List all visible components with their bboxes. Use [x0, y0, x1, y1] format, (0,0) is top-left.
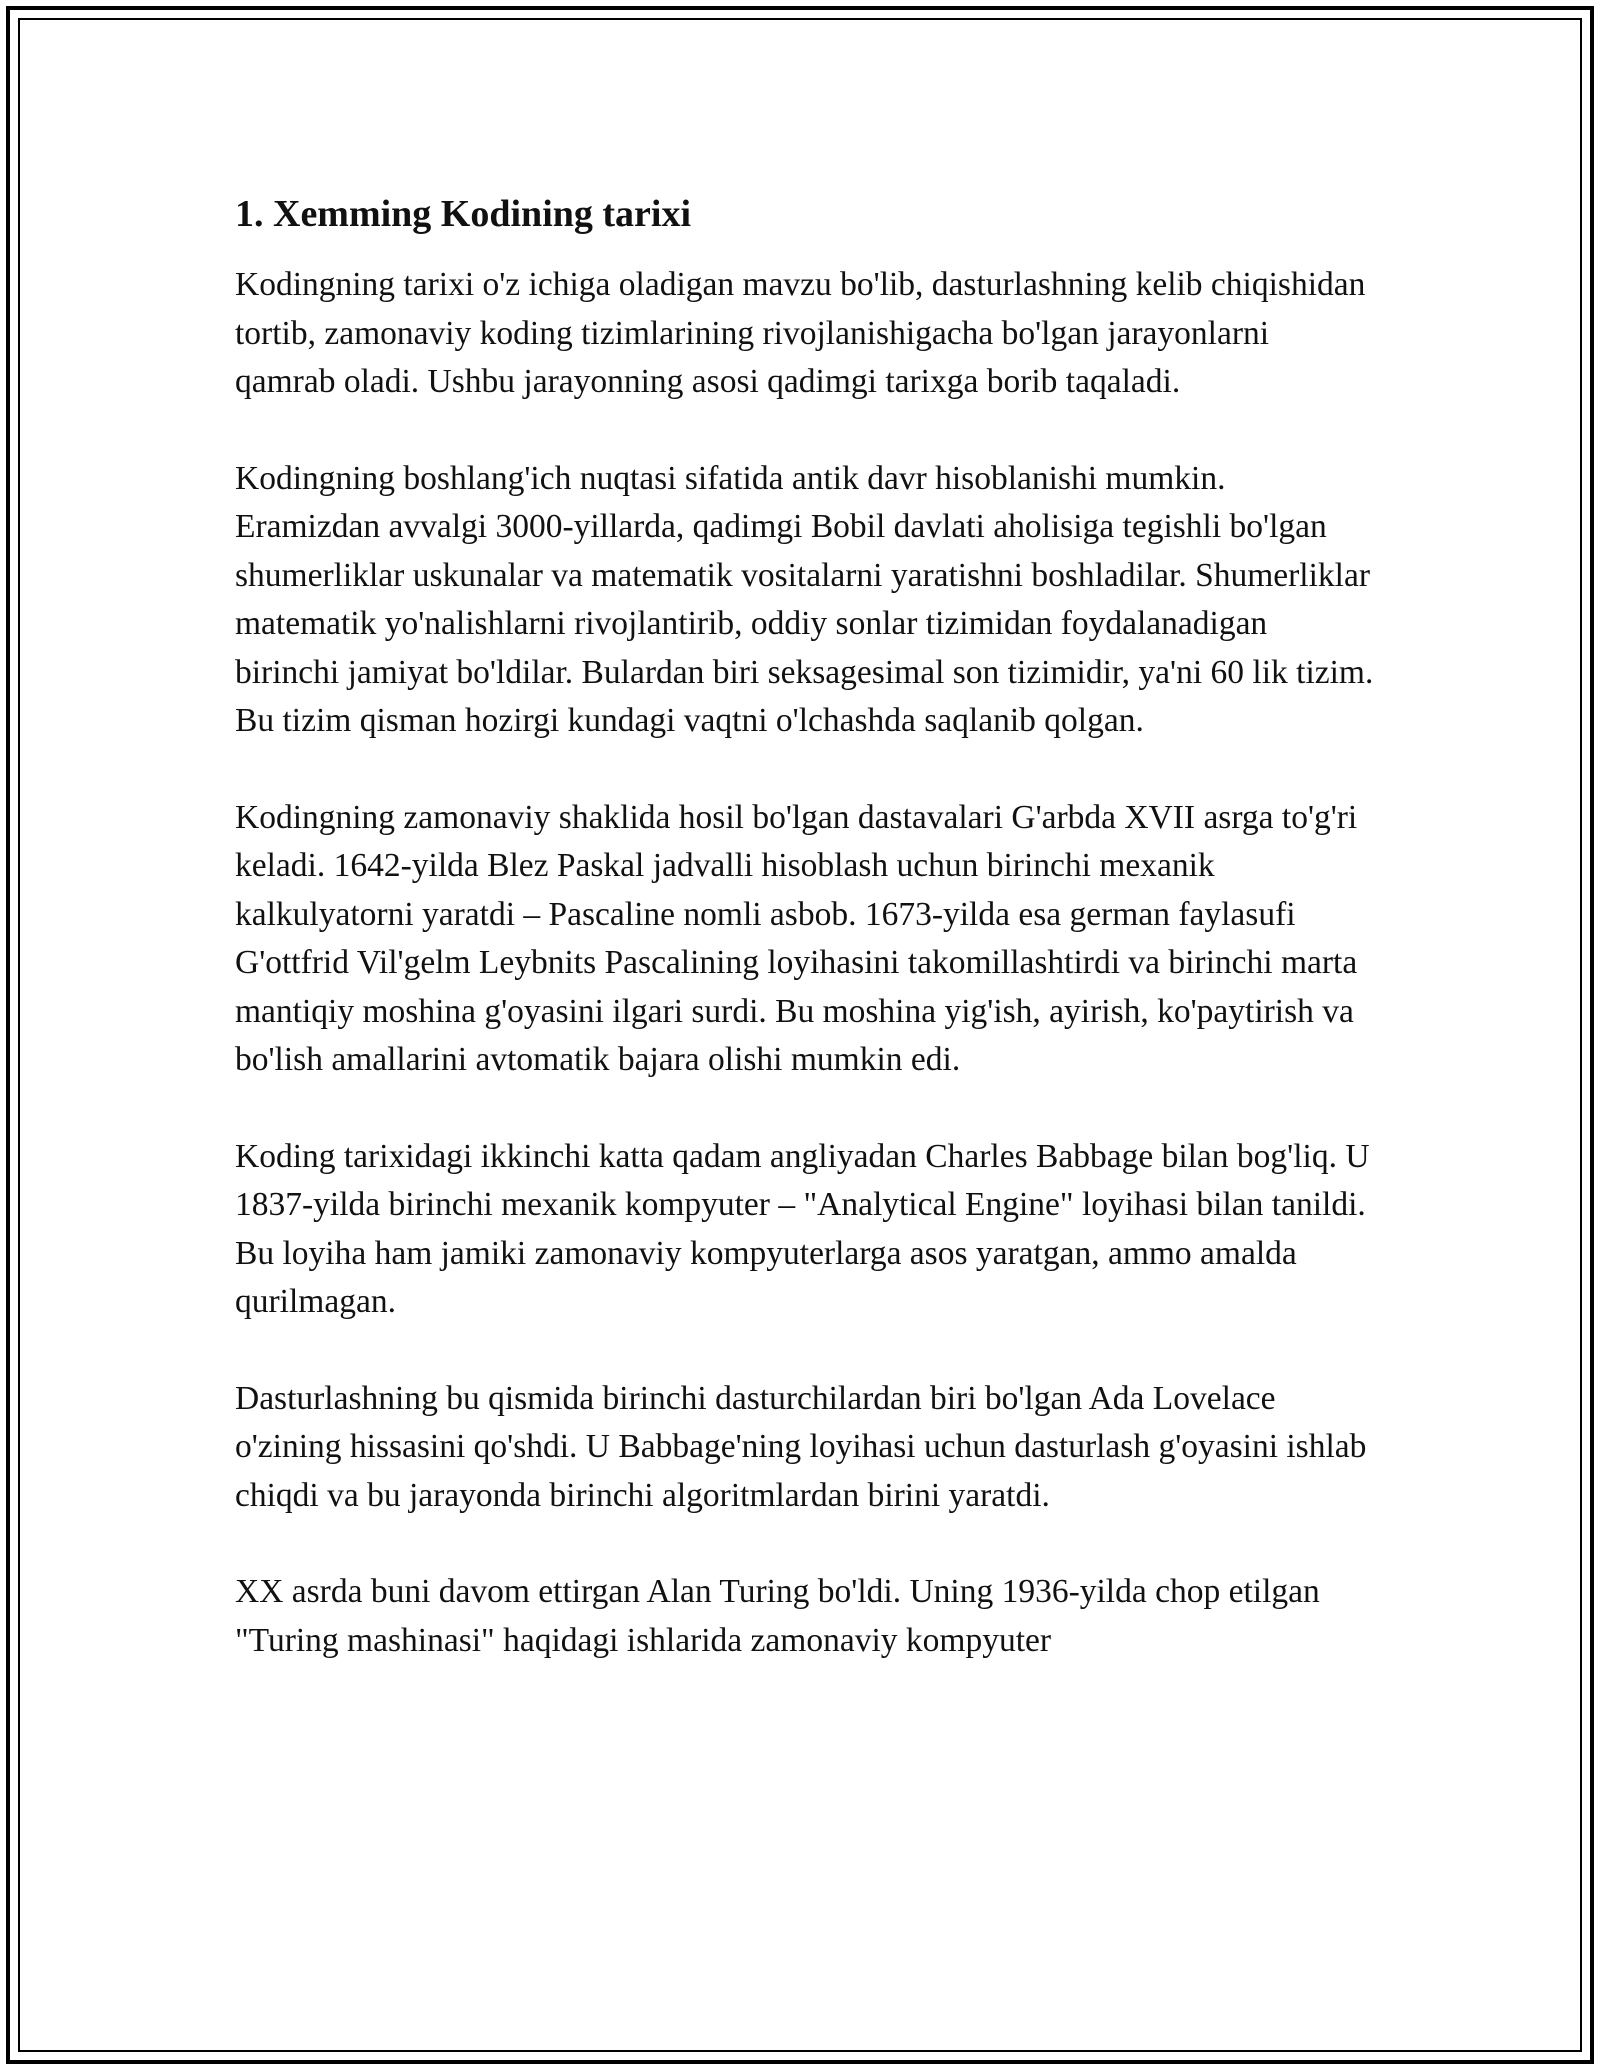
- paragraph-4: Koding tarixidagi ikkinchi katta qadam angliyadan Charles Babbage bilan bog'liq. U 1837-yilda birinchi mexanik kompyuter – "Analytical Engine" loyihasi bilan tanildi. Bu loyiha ham jamiki zamonaviy kompyuterlarga asos yaratgan, ammo amalda qurilmagan.: [235, 1137, 1370, 1321]
- document-body: [235, 178, 1375, 1713]
- paragraph-1: Kodingning tarixi o'z ichiga oladigan mavzu bo'lib, dasturlashning kelib chiqishidan tortib, zamonaviy koding tizimlarining rivojlanishigacha bo'lgan jarayonlarni qamrab oladi. Ushbu jarayonning asosi qadimgi tarixga borib taqaladi.: [235, 266, 1366, 401]
- paragraph-3: Kodingning zamonaviy shaklida hosil bo'lgan dastavalari G'arbda XVII asrga to'g'ri keladi. 1642-yilda Blez Paskal jadvalli hisoblash uchun birinchi mexanik kalkulyatorni yaratdi – Pascaline nomli asbob. 1673-yilda esa german faylasufi G'ottfrid Vil'gelm Leybnits Pascalining loyihasini takomillashtirdi va birinchi marta mantiqiy moshina g'oyasini ilgari surdi. Bu moshina yig'ish, ayirish, ko'paytirish va bo'lish amallarini avtomatik bajara olishi mumkin edi.: [235, 798, 1358, 1079]
- paragraph-6: XX asrda buni davom ettirgan Alan Turing bo'ldi. Uning 1936-yilda chop etilgan "Turing mashinasi" haqidagi ishlarida zamonaviy kompyuter: [235, 1573, 1320, 1659]
- section-heading: 1. Xemming Kodining tarixi: [235, 193, 692, 235]
- paragraph-2: Kodingning boshlang'ich nuqtasi sifatida antik davr hisoblanishi mumkin. Eramizdan avvalgi 3000-yillarda, qadimgi Bobil davlati aholisiga tegishli bo'lgan shumerliklar uskunalar va matematik vositalarni yaratishni boshladilar. Shumerliklar matematik yo'nalishlarni rivojlantirib, oddiy sonlar tizimidan foydalanadigan birinchi jamiyat bo'ldilar. Bulardan biri seksagesimal son tizimidir, ya'ni 60 lik tizim. Bu tizim qisman hozirgi kundagi vaqtni o'lchashda saqlanib qolgan.: [235, 459, 1374, 740]
- paragraph-5: Dasturlashning bu qismida birinchi dasturchilardan biri bo'lgan Ada Lovelace o'zining hissasini qo'shdi. U Babbage'ning loyihasi uchun dasturlash g'oyasini ishlab chiqdi va bu jarayonda birinchi algoritmlardan birini yaratdi.: [235, 1379, 1367, 1514]
